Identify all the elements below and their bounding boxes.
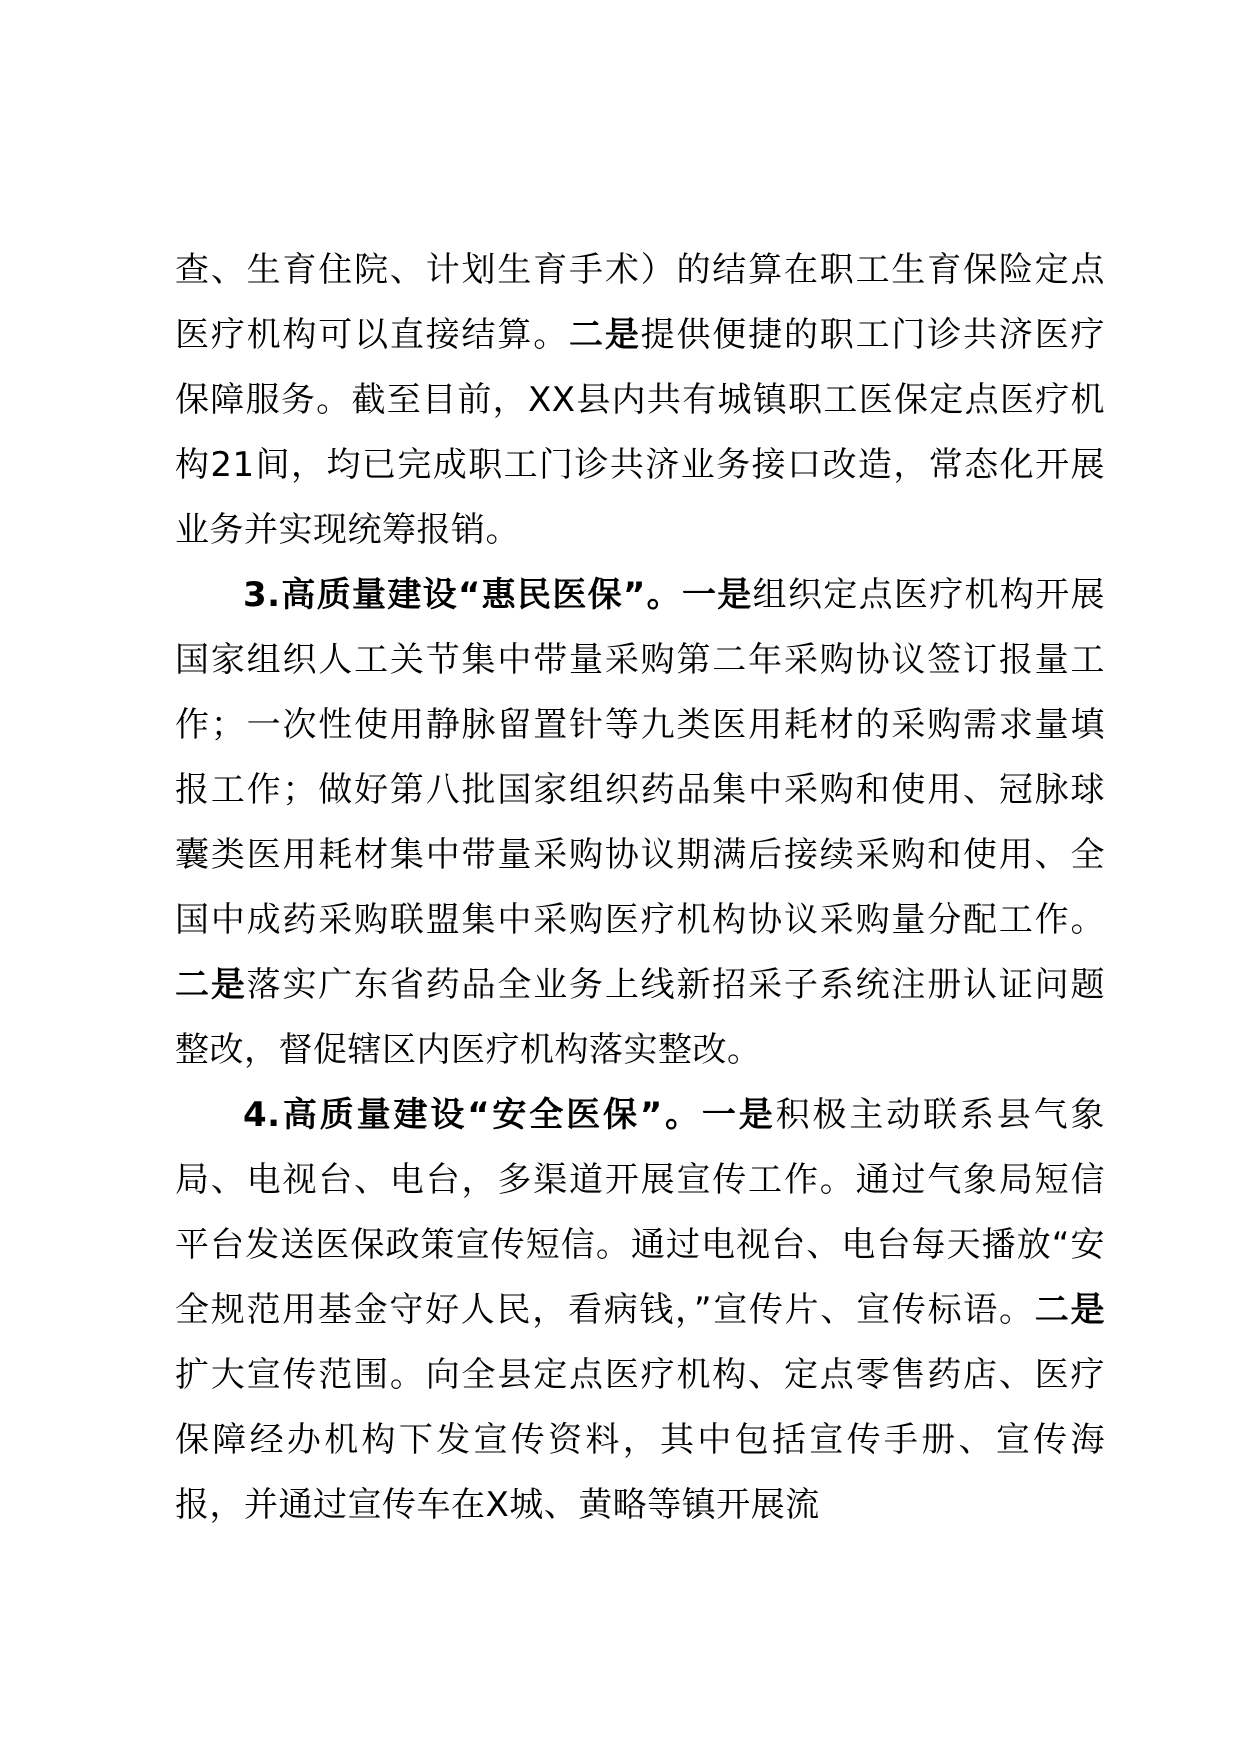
bold-marker-second: 二是 — [569, 315, 641, 355]
paragraph-anquan-yibao — [175, 1083, 1105, 1538]
bold-marker-first: 一是 — [701, 1095, 776, 1135]
paragraph-huimin-yibao — [175, 563, 1105, 1083]
paragraph-maternity-and-outpatient — [175, 238, 1105, 563]
text-segment: 提供便捷的职工门诊共济医疗保障服务。截至目前，XX县内共有城镇职工医保定点医疗机构21间，均已完成职工门诊共济业务接口改造，常态化开展业务并实现统筹报销。 — [175, 315, 1106, 550]
section-heading-3: 3.高质量建设“惠民医保”。 — [243, 575, 682, 615]
document-body — [175, 238, 1105, 1538]
text-segment: 落实广东省药品全业务上线新招采子系统注册认证问题整改，督促辖区内医疗机构落实整改。 — [175, 965, 1105, 1070]
text-segment: 组织定点医疗机构开展国家组织人工关节集中带量采购第二年采购协议签订报量工作；一次性使用静脉留置针等九类医用耗材的采购需求量填报工作；做好第八批国家组织药品集中采购和使用、冠脉球囊类医用耗材集中带量采购协议期满后接续采购和使用、全国中成药采购联盟集中采购医疗机构协议采购量分配工作。 — [175, 575, 1106, 940]
text-segment: 查、生育住院、计划生育手术）的结算在职工生育保险定点医疗机构可以直接结算。 — [175, 250, 1105, 355]
section-heading-4: 4.高质量建设“安全医保”。 — [243, 1095, 702, 1135]
text-segment: 扩大宣传范围。向全县定点医疗机构、定点零售药店、医疗保障经办机构下发宣传资料，其中包括宣传手册、宣传海报，并通过宣传车在X城、黄略等镇开展流 — [175, 1355, 1105, 1525]
bold-marker-second: 二是 — [1034, 1290, 1105, 1330]
bold-marker-second: 二是 — [175, 965, 247, 1005]
bold-marker-first: 一是 — [681, 575, 753, 615]
text-segment: 积极主动联系县气象局、电视台、电台，多渠道开展宣传工作。通过气象局短信平台发送医保政策宣传短信。通过电视台、电台每天播放“安全规范用基金守好人民，看病钱，”宣传片、宣传标语。 — [175, 1095, 1106, 1330]
